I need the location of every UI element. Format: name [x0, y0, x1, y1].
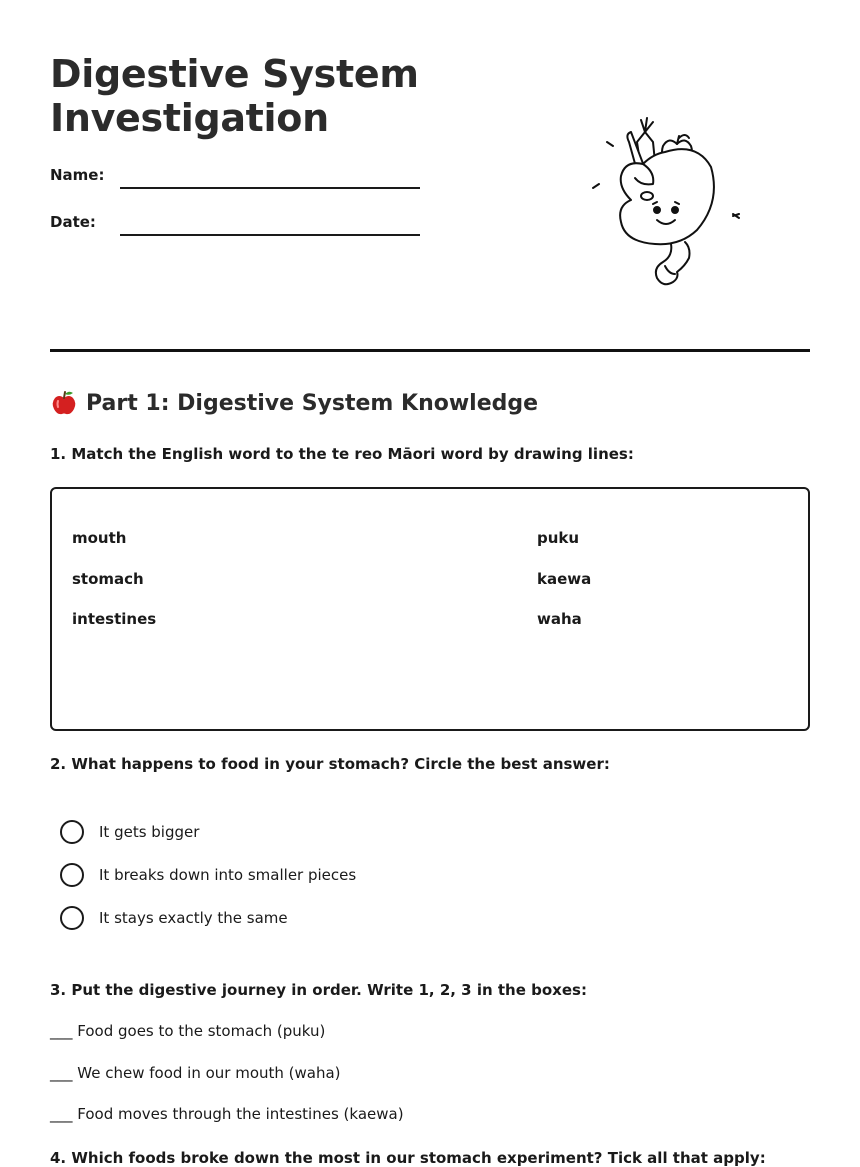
- question-3: 3. Put the digestive journey in order. Write 1, 2, 3 in the boxes:: [50, 981, 587, 999]
- order-item[interactable]: ___ We chew food in our mouth (waha): [50, 1064, 341, 1082]
- english-column: [72, 529, 156, 651]
- order-item[interactable]: ___ Food goes to the stomach (puku): [50, 1022, 326, 1040]
- date-field[interactable]: [120, 234, 420, 236]
- maori-word[interactable]: puku: [537, 529, 580, 547]
- radio-circle[interactable]: [60, 820, 84, 844]
- date-label: Date:: [50, 213, 96, 231]
- title-line-2: Investigation: [50, 96, 329, 140]
- stomach-cartoon-icon: [585, 112, 745, 292]
- title-line-1: Digestive System: [50, 52, 419, 96]
- option-label: It gets bigger: [99, 823, 200, 841]
- option-label: It breaks down into smaller pieces: [99, 866, 357, 884]
- answer-option[interactable]: [60, 863, 356, 887]
- radio-circle[interactable]: [60, 863, 84, 887]
- name-field[interactable]: [120, 187, 420, 189]
- english-word[interactable]: intestines: [72, 610, 157, 628]
- english-word[interactable]: mouth: [72, 529, 127, 547]
- worksheet-title: [50, 52, 419, 140]
- answer-option[interactable]: [60, 820, 199, 844]
- question-4: 4. Which foods broke down the most in our stomach experiment? Tick all that apply:: [50, 1149, 766, 1167]
- english-word[interactable]: stomach: [72, 569, 144, 588]
- question-1: 1. Match the English word to the te reo Māori word by drawing lines:: [50, 445, 634, 463]
- part1-title-text: Part 1: Digestive System Knowledge: [86, 390, 539, 416]
- maori-word[interactable]: kaewa: [537, 569, 592, 588]
- apple-icon: [50, 389, 78, 417]
- part1-title: [50, 389, 538, 417]
- matching-box[interactable]: [50, 487, 810, 731]
- answer-option[interactable]: [60, 906, 288, 930]
- name-label: Name:: [50, 166, 105, 184]
- section-divider: [50, 349, 810, 352]
- maori-word[interactable]: waha: [537, 610, 582, 628]
- radio-circle[interactable]: [60, 906, 84, 930]
- option-label: It stays exactly the same: [99, 909, 288, 927]
- question-2: 2. What happens to food in your stomach? Circle the best answer:: [50, 755, 610, 773]
- order-item[interactable]: ___ Food moves through the intestines (kaewa): [50, 1105, 404, 1123]
- maori-column: [537, 529, 591, 651]
